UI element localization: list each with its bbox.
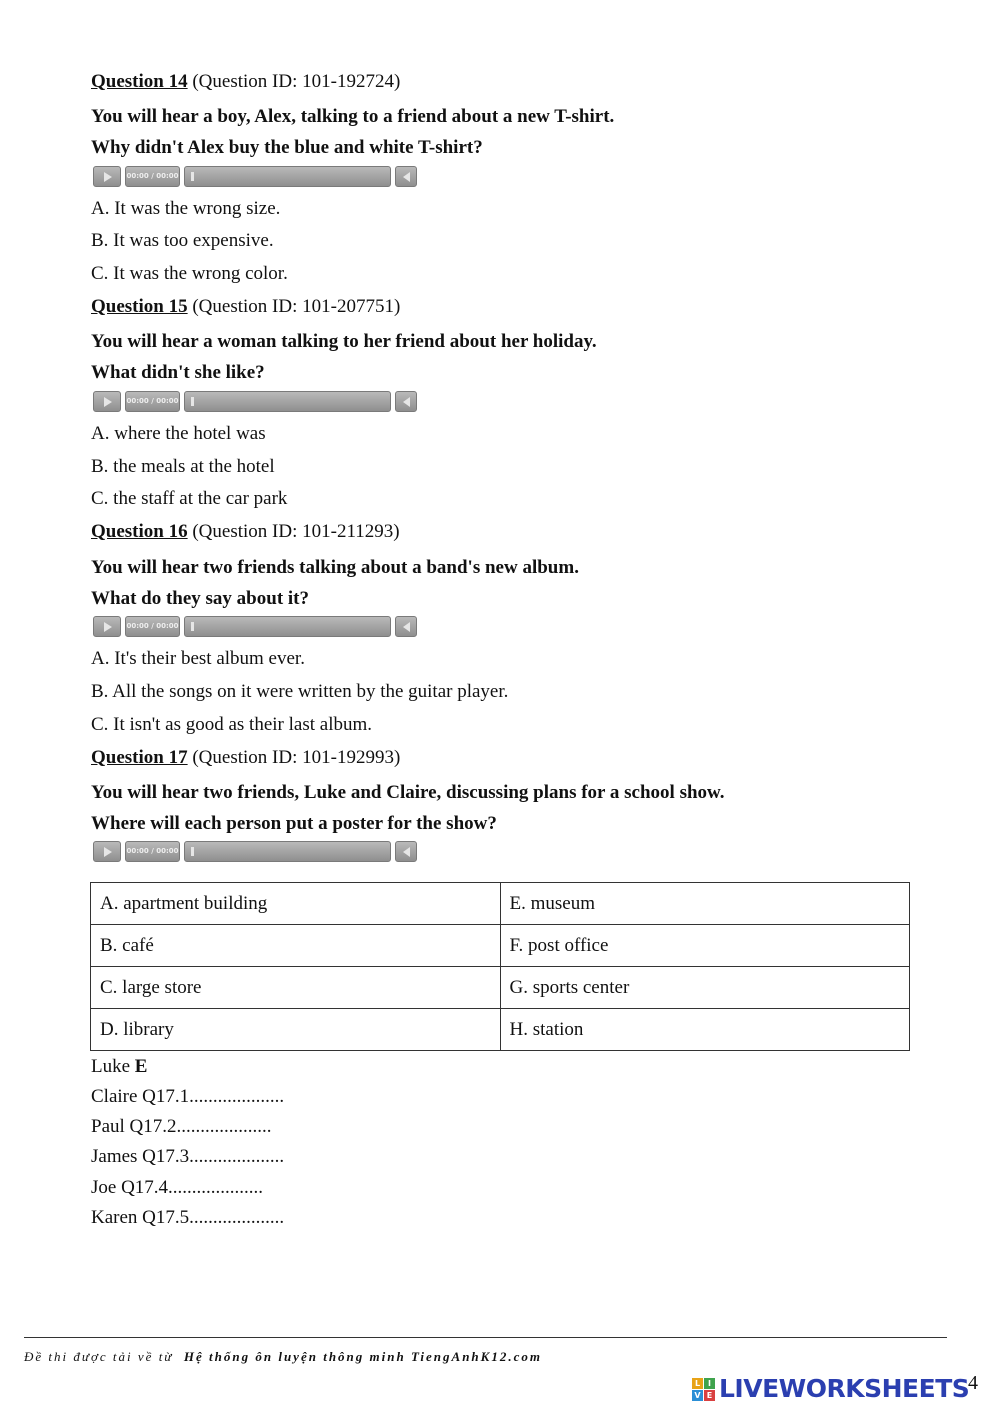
- option-a: A. It's their best album ever.: [91, 648, 305, 669]
- logo-letter: L: [692, 1378, 703, 1389]
- answer-blank-4[interactable]: Joe Q17.4....................: [91, 1177, 264, 1198]
- question-id: (Question ID: 101-207751): [192, 296, 401, 317]
- question-17-context: You will hear two friends, Luke and Claire, discussing plans for a school show.: [91, 782, 725, 803]
- answer-blank-3[interactable]: James Q17.3....................: [91, 1146, 285, 1167]
- table-cell: C. large store: [91, 967, 501, 1009]
- footer-source: Hệ thống ôn luyện thông minh TiengAnhK12.com: [183, 1349, 542, 1364]
- table-row: [91, 883, 910, 925]
- audio-player: [93, 166, 417, 187]
- logo-letter: V: [692, 1390, 703, 1401]
- table-cell: B. café: [91, 925, 501, 967]
- question-id: (Question ID: 101-211293): [192, 521, 400, 542]
- table-cell: G. sports center: [500, 967, 910, 1009]
- question-id: (Question ID: 101-192993): [192, 747, 401, 768]
- option-b: B. It was too expensive.: [91, 230, 274, 251]
- table-cell: A. apartment building: [91, 883, 501, 925]
- footer-credit: [24, 1349, 542, 1365]
- brand-name: LIVEWORKSHEETS: [719, 1374, 970, 1403]
- question-17-question: Where will each person put a poster for the show?: [91, 813, 497, 834]
- audio-player: [93, 391, 417, 412]
- audio-seek-bar[interactable]: [184, 616, 391, 637]
- table-cell: F. post office: [500, 925, 910, 967]
- question-15-question: What didn't she like?: [91, 362, 265, 383]
- audio-player: [93, 616, 417, 637]
- audio-time: 00:00 / 00:00: [125, 166, 180, 187]
- answer-blank-5[interactable]: Karen Q17.5....................: [91, 1207, 285, 1228]
- answer-blank-1[interactable]: Claire Q17.1....................: [91, 1086, 285, 1107]
- question-17-header: [91, 747, 400, 769]
- question-16-header: [91, 521, 400, 543]
- option-a: A. It was the wrong size.: [91, 198, 281, 219]
- audio-seek-bar[interactable]: [184, 391, 391, 412]
- footer-divider: [24, 1337, 947, 1338]
- places-table: [90, 882, 910, 1051]
- answer-blank-2[interactable]: Paul Q17.2....................: [91, 1116, 272, 1137]
- table-row: [91, 925, 910, 967]
- volume-icon[interactable]: [395, 391, 417, 412]
- volume-icon[interactable]: [395, 166, 417, 187]
- play-icon[interactable]: [93, 391, 121, 412]
- option-a: A. where the hotel was: [91, 423, 266, 444]
- question-14-header: [91, 71, 400, 93]
- footer-prefix: Đề thi được tải về từ: [24, 1349, 174, 1364]
- logo-letter: I: [704, 1378, 715, 1389]
- volume-icon[interactable]: [395, 841, 417, 862]
- table-cell: H. station: [500, 1009, 910, 1051]
- logo-mark-icon: [692, 1378, 716, 1402]
- option-c: C. It isn't as good as their last album.: [91, 714, 373, 735]
- option-c: C. the staff at the car park: [91, 488, 288, 509]
- audio-seek-bar[interactable]: [184, 166, 391, 187]
- example-answer: [91, 1056, 147, 1078]
- table-cell: E. museum: [500, 883, 910, 925]
- question-id: (Question ID: 101-192724): [192, 71, 401, 92]
- example-letter: E: [134, 1056, 148, 1077]
- play-icon[interactable]: [93, 166, 121, 187]
- option-b: B. the meals at the hotel: [91, 456, 275, 477]
- page-number: 4: [968, 1372, 978, 1394]
- question-number: Question 14: [91, 71, 188, 92]
- option-b: B. All the songs on it were written by the guitar player.: [91, 681, 509, 702]
- question-15-header: [91, 296, 400, 318]
- volume-icon[interactable]: [395, 616, 417, 637]
- logo-letter: E: [704, 1390, 715, 1401]
- question-14-context: You will hear a boy, Alex, talking to a friend about a new T-shirt.: [91, 106, 615, 127]
- question-16-context: You will hear two friends talking about a band's new album.: [91, 557, 579, 578]
- table-row: [91, 1009, 910, 1051]
- question-16-question: What do they say about it?: [91, 588, 309, 609]
- question-number: Question 15: [91, 296, 188, 317]
- question-number: Question 16: [91, 521, 188, 542]
- audio-time: 00:00 / 00:00: [125, 841, 180, 862]
- play-icon[interactable]: [93, 616, 121, 637]
- question-number: Question 17: [91, 747, 188, 768]
- play-icon[interactable]: [93, 841, 121, 862]
- option-c: C. It was the wrong color.: [91, 263, 288, 284]
- audio-time: 00:00 / 00:00: [125, 391, 180, 412]
- table-row: [91, 967, 910, 1009]
- audio-seek-bar[interactable]: [184, 841, 391, 862]
- question-15-context: You will hear a woman talking to her friend about her holiday.: [91, 331, 597, 352]
- audio-time: 00:00 / 00:00: [125, 616, 180, 637]
- table-cell: D. library: [91, 1009, 501, 1051]
- audio-player: [93, 841, 417, 862]
- example-name: Luke: [91, 1056, 131, 1077]
- question-14-question: Why didn't Alex buy the blue and white T-shirt?: [91, 137, 483, 158]
